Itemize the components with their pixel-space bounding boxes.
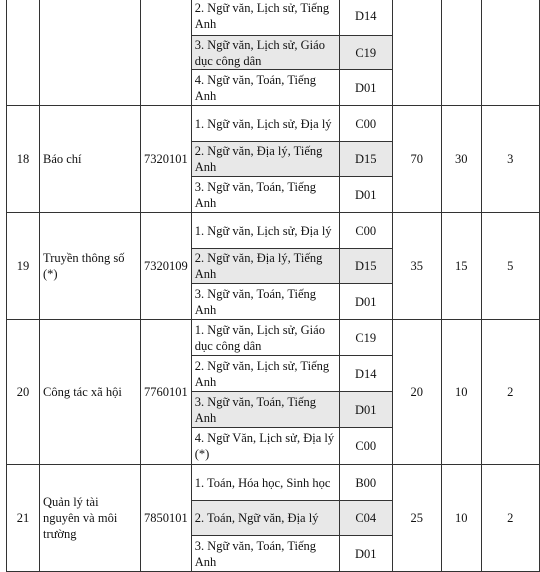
combination-code-cell: D01: [339, 70, 392, 106]
combination-code-cell: D01: [339, 536, 392, 572]
row-number-cell: 18: [7, 106, 40, 213]
subject-combination-cell: 2. Toán, Ngữ văn, Địa lý: [191, 501, 339, 536]
quota-b-cell: 3: [481, 106, 539, 213]
major-name-cell: Quản lý tài nguyên và môi trường: [40, 465, 141, 572]
combination-code-cell: D14: [339, 0, 392, 36]
quota-b-cell: [481, 0, 539, 106]
combination-code-cell: D15: [339, 249, 392, 284]
major-name-cell: Công tác xã hội: [40, 320, 141, 465]
major-code-cell: 7850101: [141, 465, 192, 572]
table-row: [7, 465, 540, 501]
combination-code-cell: D15: [339, 142, 392, 177]
combination-code-cell: C00: [339, 428, 392, 465]
combination-code-cell: C19: [339, 320, 392, 356]
table-body: [7, 0, 540, 572]
row-number-cell: 21: [7, 465, 40, 572]
subject-combination-cell: 1. Toán, Hóa học, Sinh học: [191, 465, 339, 501]
major-code-cell: [141, 0, 192, 106]
quota-b-cell: 2: [481, 465, 539, 572]
subject-combination-cell: 3. Ngữ văn, Toán, Tiếng Anh: [191, 177, 339, 213]
combination-code-cell: C00: [339, 213, 392, 249]
major-code-cell: 7320109: [141, 213, 192, 320]
quota-a-cell: 10: [441, 465, 481, 572]
subject-combination-cell: 2. Ngữ văn, Địa lý, Tiếng Anh: [191, 249, 339, 284]
quota-total-cell: 25: [392, 465, 441, 572]
row-number-cell: [7, 0, 40, 106]
subject-combination-cell: 3. Ngữ văn, Toán, Tiếng Anh: [191, 284, 339, 320]
major-code-cell: 7760101: [141, 320, 192, 465]
combination-code-cell: C00: [339, 106, 392, 142]
subject-combination-cell: 3. Ngữ văn, Lịch sử, Giáo dục công dân: [191, 36, 339, 70]
subject-combination-cell: 1. Ngữ văn, Lịch sử, Địa lý: [191, 213, 339, 249]
major-name-cell: Truyền thông số (*): [40, 213, 141, 320]
table-row: [7, 320, 540, 356]
quota-b-cell: 2: [481, 320, 539, 465]
subject-combination-cell: 2. Ngữ văn, Lịch sử, Tiếng Anh: [191, 0, 339, 36]
combination-code-cell: D01: [339, 284, 392, 320]
subject-combination-cell: 4. Ngữ Văn, Lịch sử, Địa lý (*): [191, 428, 339, 465]
row-number-cell: 19: [7, 213, 40, 320]
subject-combination-cell: 3. Ngữ văn, Toán, Tiếng Anh: [191, 392, 339, 428]
combination-code-cell: D01: [339, 177, 392, 213]
major-code-cell: 7320101: [141, 106, 192, 213]
table-row: [7, 106, 540, 142]
subject-combination-cell: 4. Ngữ văn, Toán, Tiếng Anh: [191, 70, 339, 106]
combination-code-cell: D14: [339, 356, 392, 392]
subject-combination-cell: 3. Ngữ văn, Toán, Tiếng Anh: [191, 536, 339, 572]
quota-a-cell: 15: [441, 213, 481, 320]
subject-combination-cell: 2. Ngữ văn, Lịch sử, Tiếng Anh: [191, 356, 339, 392]
quota-b-cell: 5: [481, 213, 539, 320]
combination-code-cell: D01: [339, 392, 392, 428]
quota-total-cell: 20: [392, 320, 441, 465]
subject-combination-cell: 1. Ngữ văn, Lịch sử, Giáo dục công dân: [191, 320, 339, 356]
quota-total-cell: 70: [392, 106, 441, 213]
quota-a-cell: [441, 0, 481, 106]
quota-total-cell: 35: [392, 213, 441, 320]
subject-combination-cell: 2. Ngữ văn, Địa lý, Tiếng Anh: [191, 142, 339, 177]
table-row: [7, 213, 540, 249]
table-row: [7, 0, 540, 36]
quota-a-cell: 10: [441, 320, 481, 465]
admission-table: [6, 0, 540, 572]
combination-code-cell: C19: [339, 36, 392, 70]
combination-code-cell: C04: [339, 501, 392, 536]
row-number-cell: 20: [7, 320, 40, 465]
quota-a-cell: 30: [441, 106, 481, 213]
major-name-cell: [40, 0, 141, 106]
major-name-cell: Báo chí: [40, 106, 141, 213]
quota-total-cell: [392, 0, 441, 106]
combination-code-cell: B00: [339, 465, 392, 501]
subject-combination-cell: 1. Ngữ văn, Lịch sử, Địa lý: [191, 106, 339, 142]
